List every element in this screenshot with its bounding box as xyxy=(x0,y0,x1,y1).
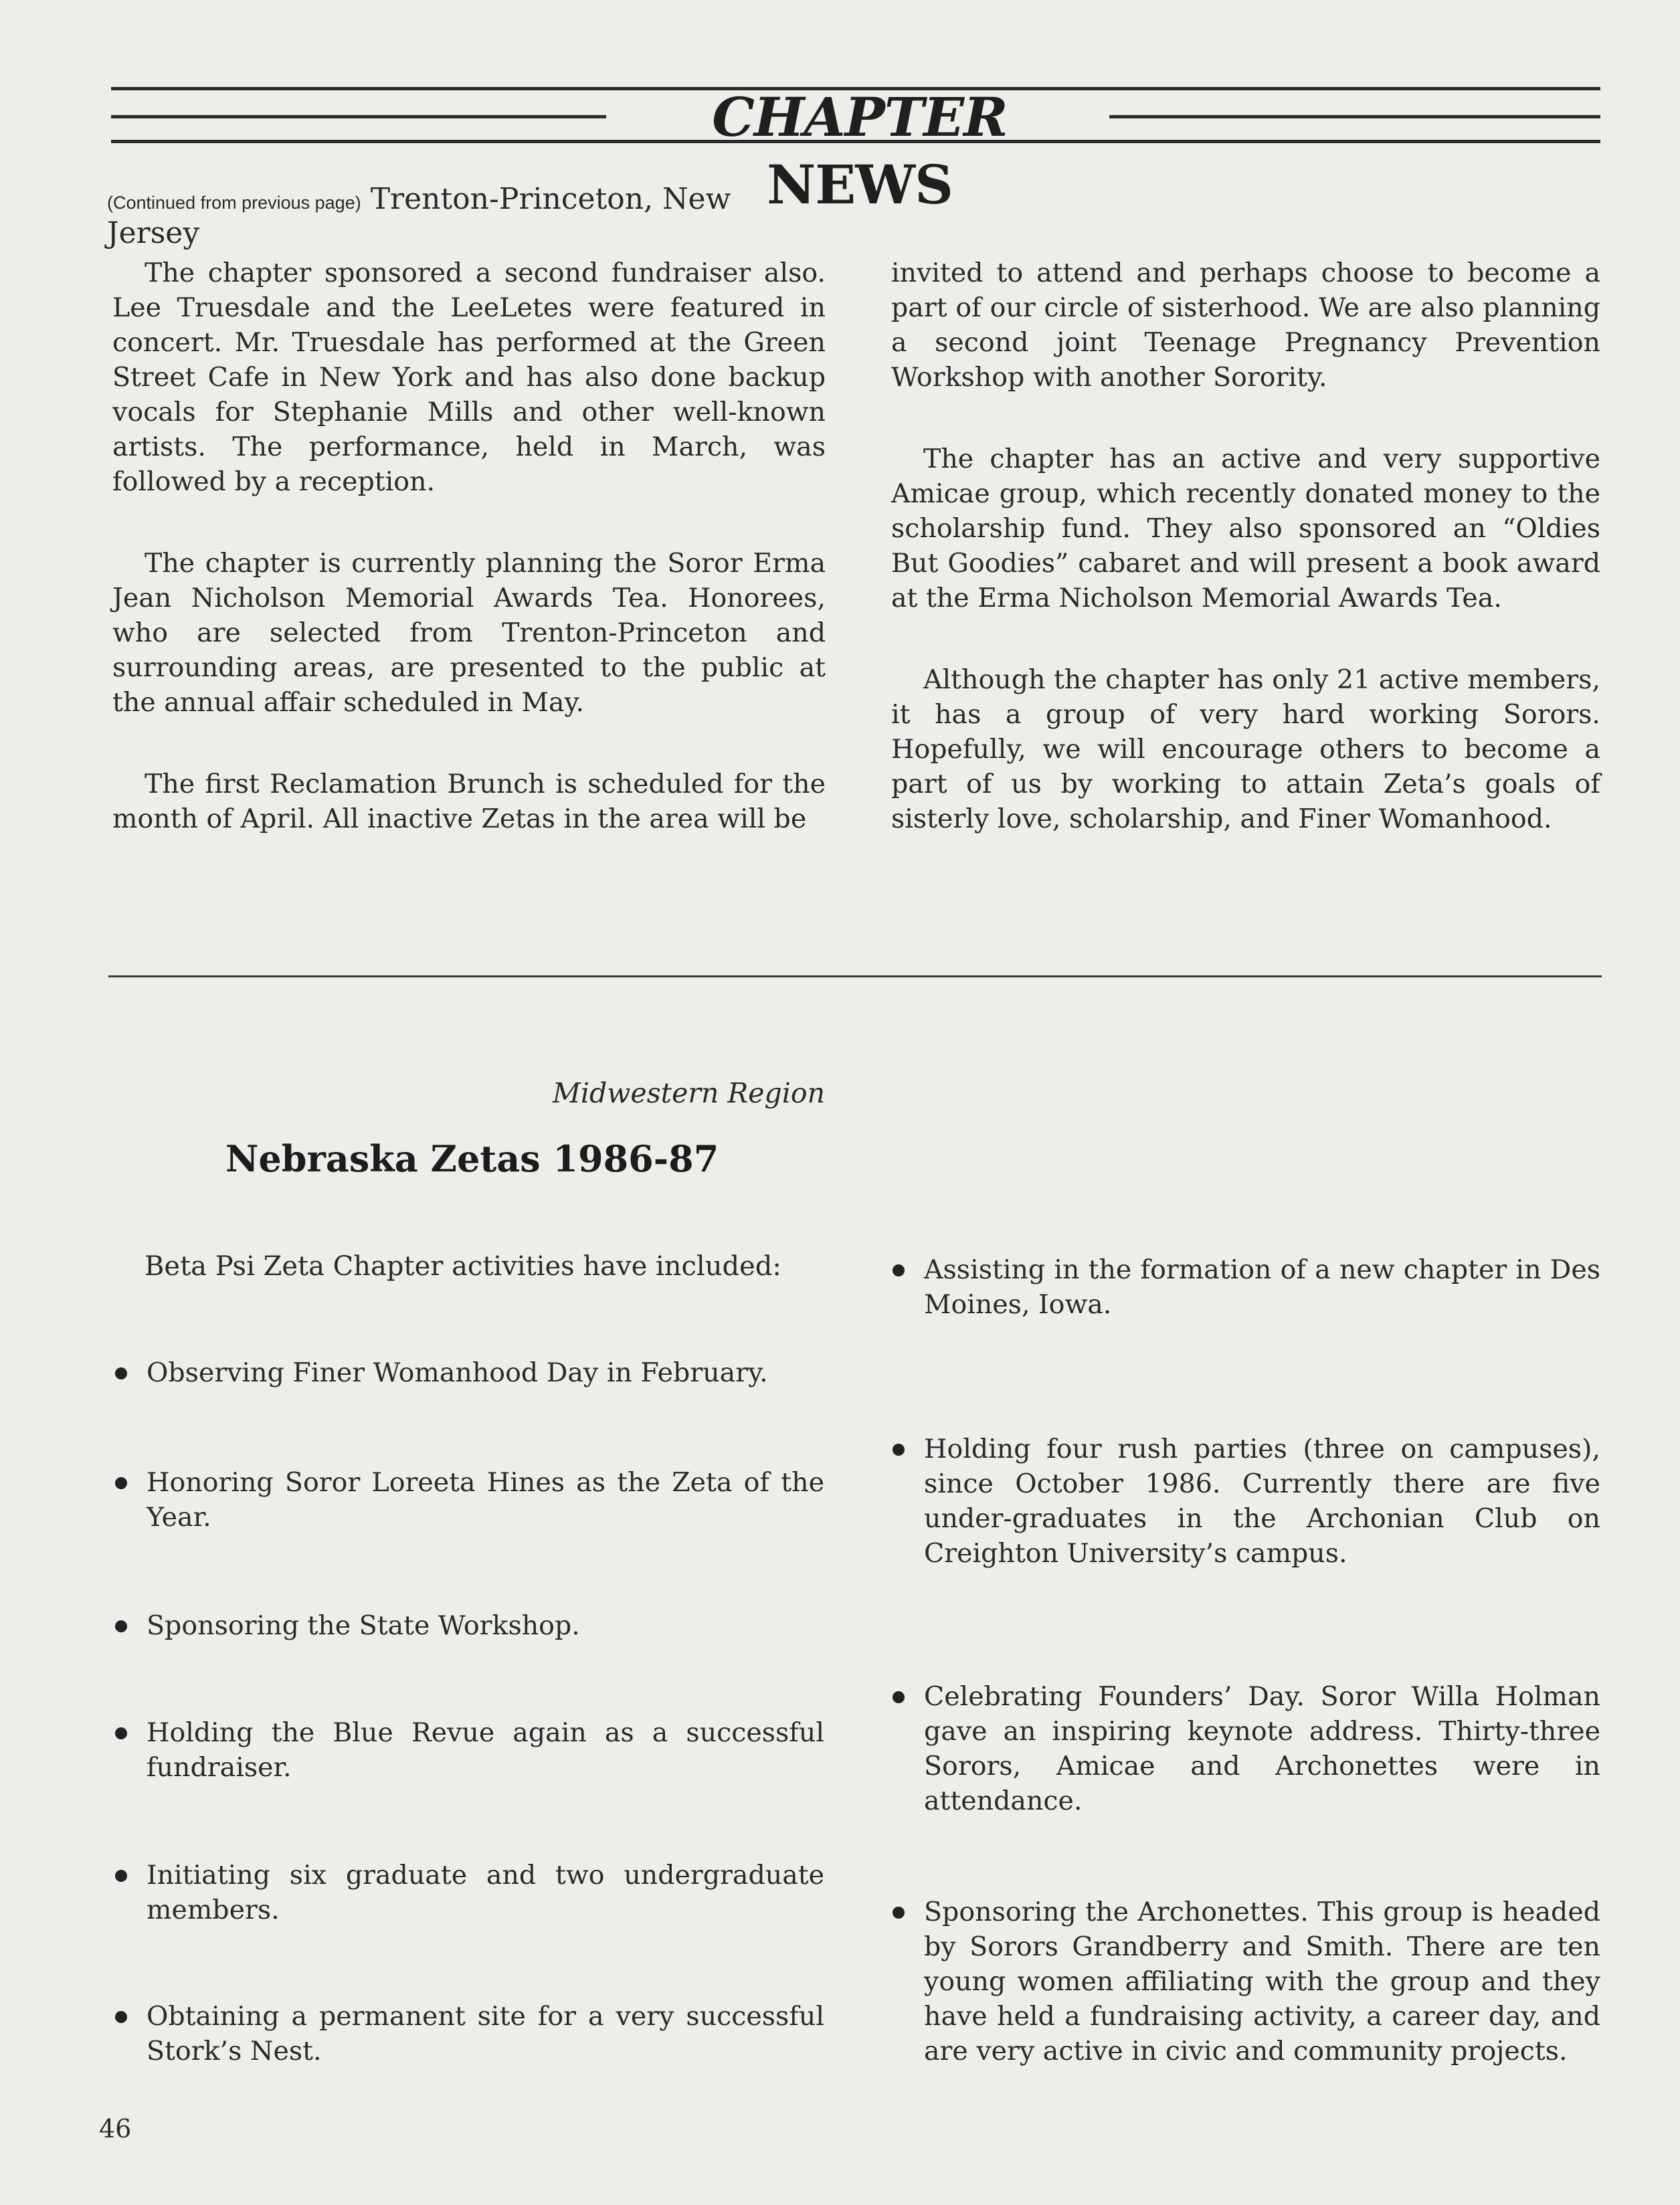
bullet-icon xyxy=(893,1264,905,1276)
page-number: 46 xyxy=(99,2114,132,2143)
article-title: Nebraska Zetas 1986-87 xyxy=(225,1137,719,1180)
bullet-icon xyxy=(893,1691,905,1703)
trenton-right-column xyxy=(891,256,1600,836)
list-item xyxy=(115,1858,824,1927)
bullet-icon xyxy=(115,2011,127,2023)
bullet-icon xyxy=(115,1870,127,1882)
list-item xyxy=(115,1608,824,1643)
bullet-icon xyxy=(115,1367,127,1379)
header-rule-right xyxy=(1109,115,1600,118)
list-item xyxy=(893,1895,1600,2069)
paragraph: Although the chapter has only 21 active members, it has a group of very hard working Sorors. Hopefully, we will encourage others to become a part of us by working to attain Zeta’s goals of sisterly love, scholarship, and Finer Womanhood. xyxy=(891,664,1600,834)
paragraph: The chapter has an active and very supportive Amicae group, which recently donated money to the scholarship fund. They also sponsored an “Oldies But Goodies” cabaret and will present a book award at the Erma Nicholson Memorial Awards Tea. xyxy=(891,444,1600,613)
paragraph-continued: invited to attend and perhaps choose to become a part of our circle of sisterhood. We are also planning a second joint Teenage Pregnancy Prevention Workshop with another Sorority. xyxy=(891,258,1600,393)
bullet-icon xyxy=(115,1477,127,1489)
paragraph: The first Reclamation Brunch is scheduled for the month of April. All inactive Zetas in the area will be xyxy=(112,769,826,834)
list-item-text: Sponsoring the Archonettes. This group is headed by Sorors Grandberry and Smith. There are ten young women affiliating with the group and they have held a fundraising activity, a career day, and are very active in civic and community projects. xyxy=(924,1897,1600,2067)
paragraph: The chapter sponsored a second fundraiser also. Lee Truesdale and the LeeLetes were featured in concert. Mr. Truesdale has performed at the Green Street Cafe in New York and has also done backup vocals for Stephanie Mills and other well-known artists. The performance, held in March, was followed by a reception. xyxy=(112,258,826,497)
bullet-icon xyxy=(115,1727,127,1739)
bullet-icon xyxy=(893,1444,905,1456)
list-item-text: Initiating six graduate and two undergraduate members. xyxy=(147,1860,824,1925)
list-item-text: Obtaining a permanent site for a very successful Stork’s Nest. xyxy=(147,2001,824,2067)
list-item xyxy=(893,1252,1600,1322)
bullet-icon xyxy=(115,1620,127,1632)
section-title-word2: NEWS xyxy=(767,153,953,216)
list-item-text: Sponsoring the State Workshop. xyxy=(147,1610,580,1641)
list-item xyxy=(115,1465,824,1535)
list-item xyxy=(115,1355,824,1390)
trenton-left-column xyxy=(112,256,826,836)
continued-line xyxy=(107,182,830,250)
list-item xyxy=(115,1999,824,2069)
paragraph: The chapter is currently planning the Soror Erma Jean Nicholson Memorial Awards Tea. Honorees, who are selected from Trenton-Princeton and surrounding areas, are presented to the public at the annual affair scheduled in May. xyxy=(112,548,826,718)
list-item-text: Holding the Blue Revue again as a successful fundraiser. xyxy=(147,1717,824,1783)
section-title-word1: CHAPTER xyxy=(712,86,1008,149)
section-divider xyxy=(108,975,1602,977)
list-item xyxy=(893,1432,1600,1571)
continued-note: (Continued from previous page) xyxy=(107,193,361,213)
list-item-text: Observing Finer Womanhood Day in February. xyxy=(147,1357,768,1388)
header-rule-left xyxy=(111,115,606,118)
bullet-icon xyxy=(893,1907,905,1919)
article-intro: Beta Psi Zeta Chapter activities have included: xyxy=(145,1251,781,1282)
section-title xyxy=(629,84,1091,216)
list-item-text: Assisting in the formation of a new chapter in Des Moines, Iowa. xyxy=(924,1254,1600,1320)
list-item-text: Celebrating Founders’ Day. Soror Willa Holman gave an inspiring keynote address. Thirty-three Sorors, Amicae and Archonettes were in attendance. xyxy=(924,1681,1600,1816)
continued-location: Trenton-Princeton, New Jersey xyxy=(107,182,731,250)
list-item xyxy=(893,1679,1600,1818)
list-item-text: Holding four rush parties (three on campuses), since October 1986. Currently there are five under-graduates in the Archonian Club on Creighton University’s campus. xyxy=(924,1434,1600,1569)
region-label: Midwestern Region xyxy=(552,1077,825,1109)
list-item xyxy=(115,1715,824,1785)
list-item-text: Honoring Soror Loreeta Hines as the Zeta of the Year. xyxy=(147,1467,824,1533)
